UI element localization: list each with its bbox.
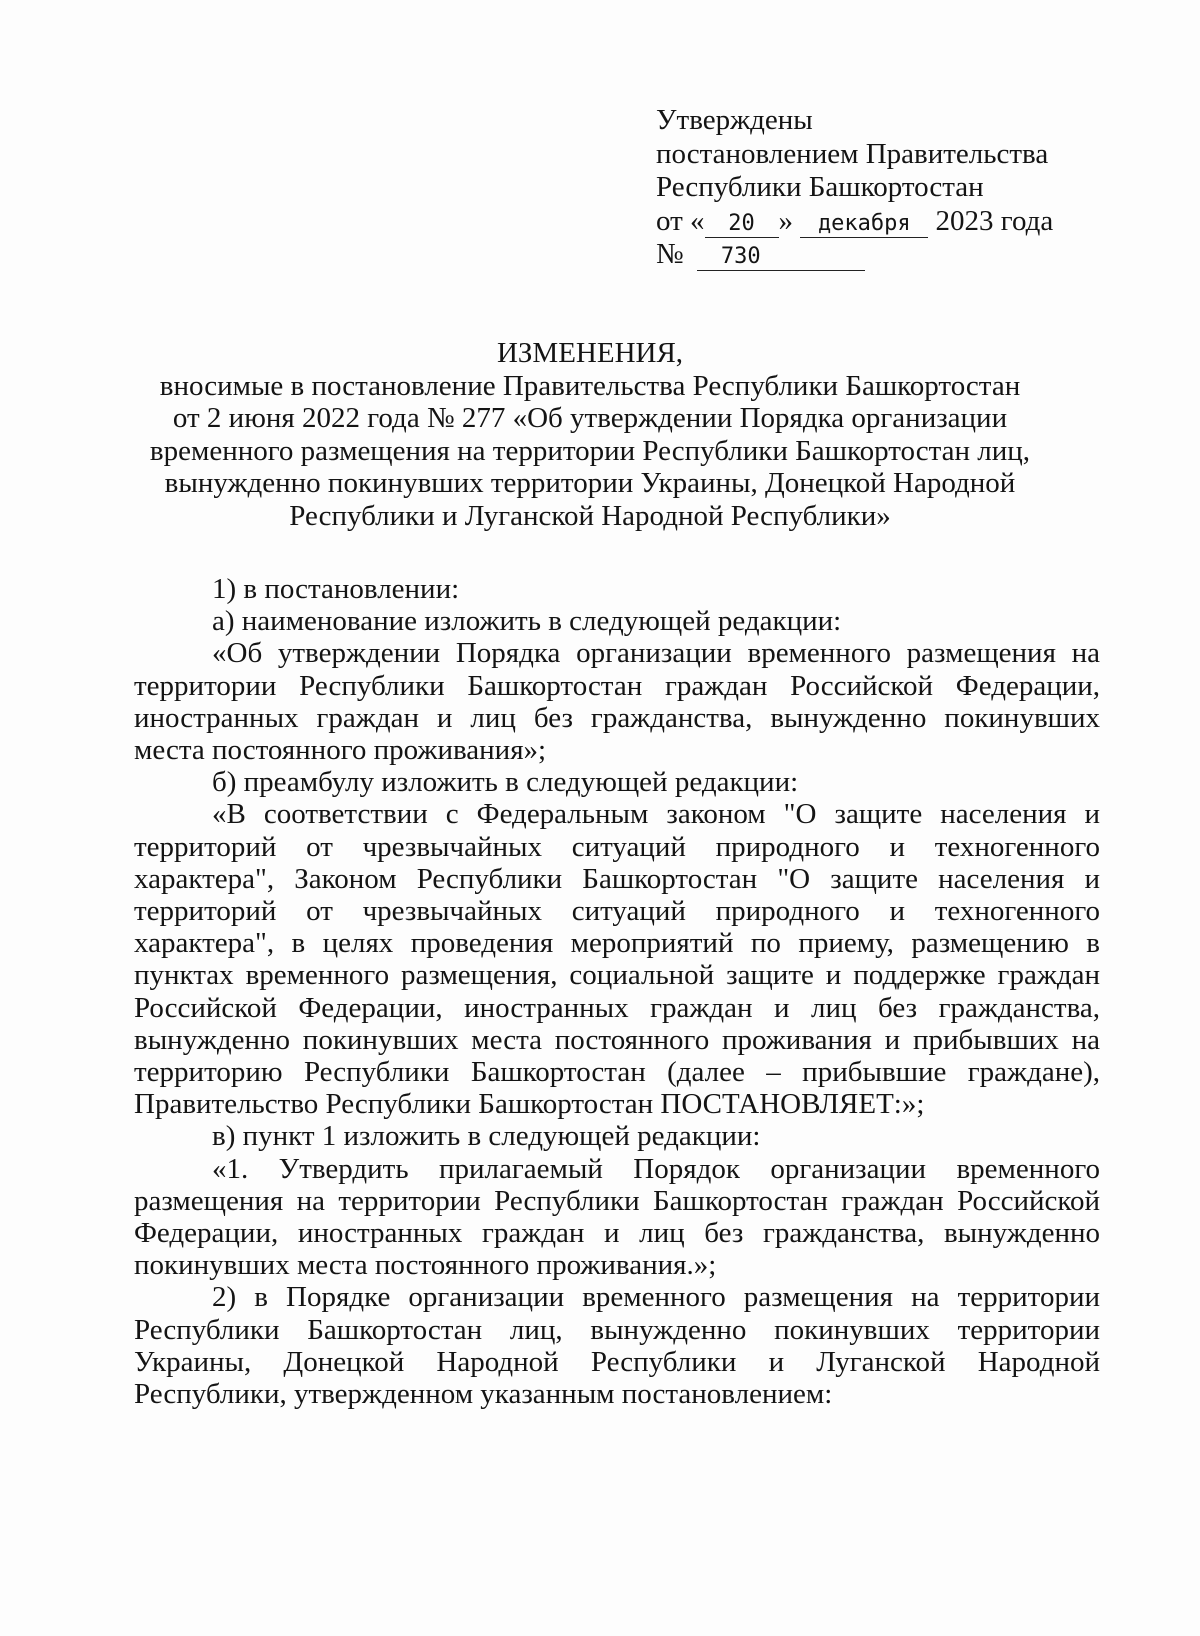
date-year: 2023 года bbox=[935, 204, 1054, 237]
paragraph-v: в) пункт 1 изложить в следующей редакции: bbox=[212, 1120, 761, 1153]
paragraph-a-quote: «Об утверждении Порядка организации временного размещения на территории Республики Башкортостан граждан Российской Федерации, иностранных граждан и лиц без гражданства, вынужденно покинувших места постоянного проживания»; bbox=[134, 637, 1100, 767]
title-line: временного размещения на территории Республики Башкортостан лиц, bbox=[149, 434, 1031, 467]
paragraph-b-quote: «В соответствии с Федеральным законом "О защите населения и территорий от чрезвычайных ситуаций природного и техногенного характера", Законом Республики Башкортостан "О защите населения и территорий от чрезвычайных ситуаций природного и техногенного характера", в целях проведения мероприятий по приему, размещению в пунктах временного размещения, социальной защите и поддержке граждан Российской Федерации, иностранных граждан и лиц без гражданства, вынужденно покинувших места постоянного проживания и прибывших на территорию Республики Башкортостан (далее – прибывшие граждане), Правительство Республики Башкортостан ПОСТАНОВЛЯЕТ:»; bbox=[134, 798, 1100, 1121]
title-line: вынужденно покинувших территории Украины, Донецкой Народной bbox=[164, 467, 1016, 499]
date-prefix: от « bbox=[656, 204, 705, 237]
number-handwritten: 730 bbox=[697, 244, 865, 271]
date-day-handwritten: 20 bbox=[705, 211, 779, 238]
date-mid: » bbox=[778, 204, 794, 237]
title-line: Республики и Луганской Народной Республики» bbox=[289, 499, 891, 532]
document-title bbox=[120, 337, 1060, 532]
title-line: от 2 июня 2022 года № 277 «Об утверждении Порядка организации bbox=[172, 402, 1008, 434]
approval-number-line bbox=[656, 238, 1053, 272]
number-prefix: № bbox=[656, 238, 684, 270]
paragraph-1: 1) в постановлении: bbox=[212, 573, 460, 605]
approval-line-1: Утверждены bbox=[656, 104, 813, 136]
paragraph-a: а) наименование изложить в следующей редакции: bbox=[212, 605, 842, 638]
title-heading: ИЗМЕНЕНИЯ, bbox=[496, 337, 684, 369]
paragraph-2: 2) в Порядке организации временного размещения на территории Республики Башкортостан лиц, вынужденно покинувших территории Украины, Донецкой Народной Республики и Луганской Народной Республики, утвержденном указанным постановлением: bbox=[134, 1281, 1100, 1411]
paragraph-v-quote: «1. Утвердить прилагаемый Порядок организации временного размещения на территории Республики Башкортостан граждан Российской Федерации, иностранных граждан и лиц без гражданства, вынужденно покинувших места постоянного проживания.»; bbox=[134, 1152, 1100, 1282]
paragraph-b: б) преамбулу изложить в следующей редакции: bbox=[212, 766, 799, 799]
document-body bbox=[134, 573, 1100, 1410]
approval-stamp bbox=[656, 104, 1053, 272]
title-line: вносимые в постановление Правительства Республики Башкортостан bbox=[159, 369, 1021, 402]
date-month-handwritten: декабря bbox=[800, 211, 928, 238]
approval-line-3: Республики Башкортостан bbox=[656, 171, 984, 203]
approval-date-line bbox=[656, 205, 1053, 239]
approval-line-2: постановлением Правительства bbox=[656, 137, 1049, 170]
